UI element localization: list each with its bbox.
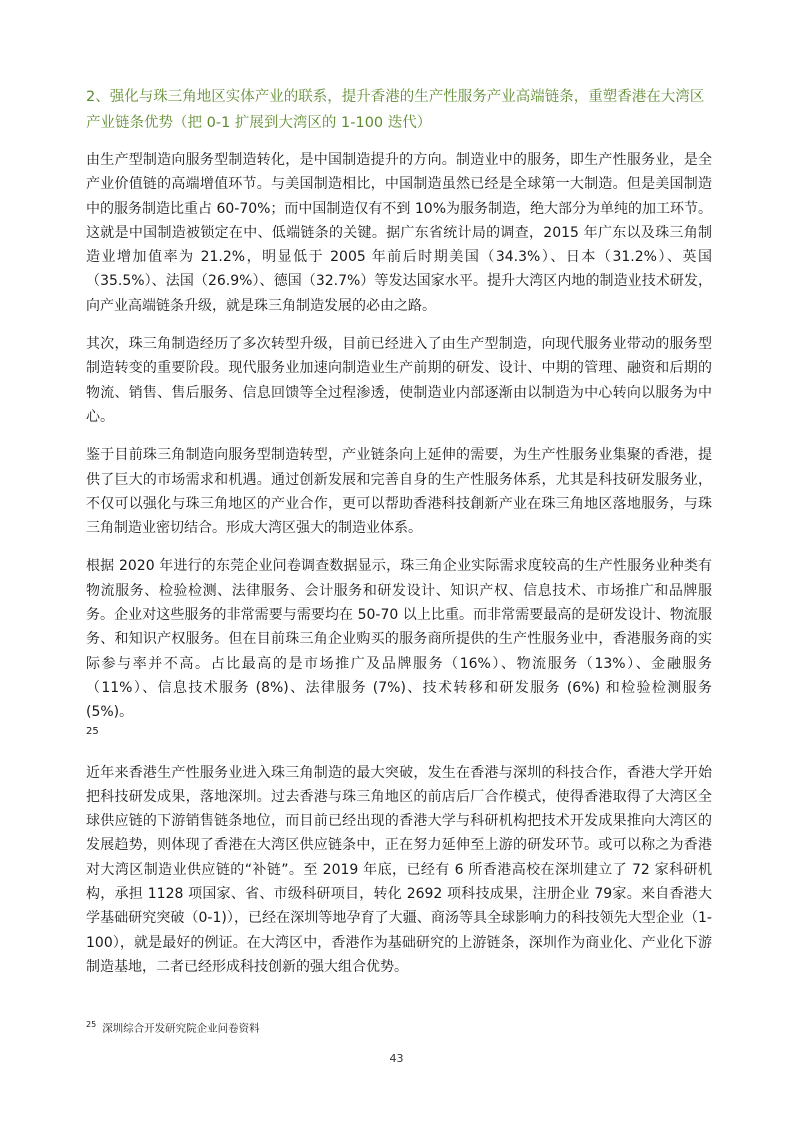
paragraph-hong-kong-opportunity: 鉴于目前珠三角制造向服务型制造转型，产业链条向上延伸的需要，为生产性服务业集聚的香港，提供了巨大的市场需求和机遇。通过创新发展和完善自身的生产性服务体系，尤其是科技研发服务业，不仅可以强化与珠三角地区的产业合作，更可以帮助香港科技創新产业在珠三角地区落地服务，与珠三角制造业密切结合。形成大湾区强大的制造业体系。	[86, 447, 712, 537]
paragraph-shenzhen-cooperation: 近年来香港生产性服务业进入珠三角制造的最大突破，发生在香港与深圳的科技合作，香港大学开始把科技研发成果，落地深圳。过去香港与珠三角地区的前店后厂合作模式，使得香港取得了大湾区全球供应链的下游销售链条地位，而目前已经出现的香港大学与科研机构把技术开发成果推向大湾区的发展趋势，则体现了香港在大湾区供应链条中，正在努力延伸至上游的研发环节。或可以称之为香港对大湾区制造业供应链的“补链”。至 2019 年底，已经有 6 所香港高校在深圳建立了 72 家科研机构，承担 1128 项国家、省、市级科研项目，转化 2692 项科技成果，注册企业 79家。来自香港大学基础研究突破（0-1)），已经在深圳等地孕育了大疆、商汤等具全球影响力的科技领先大型企业（1-100），就是最好的例证。在大湾区中，香港作为基础研究的上游链条，深圳作为商业化、产业化下游制造基地，二者已经形成科技创新的强大组合优势。	[86, 764, 712, 975]
page-content	[86, 84, 712, 993]
footnote-reference: 25	[86, 725, 99, 737]
paragraph-dongguan-survey: 根据 2020 年进行的东莞企业问卷调查数据显示，珠三角企业实际需求度较高的生产性服务业种类有物流服务、检验检测、法律服务、会计服务和研发设计、知识产权、信息技术、市场推广和品牌服务。企业对这些服务的非常需要与需要均在 50-70 以上比重。而非常需要最高的是研发设计、物流服务、和知识产权服务。但在目前珠三角企业购买的服务商所提供的生产性服务业中，香港服务商的实际参与率并不高。占比最高的是市场推广及品牌服务（16%）、物流服务（13%）、金融服务（11%）、信息技术服务 (8%)、法律服务 (7%)、技术转移和研发服务 (6%) 和检验检测服务 (5%)。	[86, 558, 712, 721]
footnote	[86, 1017, 260, 1037]
page-number: 43	[389, 1052, 404, 1065]
footnote-number: 25	[86, 1020, 97, 1029]
paragraph-transformation-stage: 其次，珠三角制造经历了多次转型升级，目前已经进入了由生产型制造，向现代服务业带动的服务型制造转变的重要阶段。现代服务业加速向制造业生产前期的研发、设计、中期的管理、融资和后期的物流、销售、售后服务、信息回馈等全过程渗透，使制造业内部逐渐由以制造为中心转向以服务为中心。	[86, 336, 712, 425]
footnote-text: 深圳综合开发研究院企业问卷资料	[102, 1022, 260, 1035]
section-heading: 2、强化与珠三角地区实体产业的联系，提升香港的生产性服务产业高端链条，重塑香港在大湾区产业链条优势（把 0-1 扩展到大湾区的 1-100 迭代）	[86, 89, 705, 131]
paragraph-service-manufacturing: 由生产型制造向服务型制造转化，是中国制造提升的方向。制造业中的服务，即生产性服务业，是全产业价值链的高端增值环节。与美国制造相比，中国制造虽然已经是全球第一大制造。但是美国制造中的服务制造比重占 60-70%；而中国制造仅有不到 10%为服务制造，绝大部分为单纯的加工环节。这就是中国制造被锁定在中、低端链条的关键。据广东省统计局的调查，2015 年广东以及珠三角制造业增加值率为 21.2%，明显低于 2005 年前后时期美国（34.3%）、日本（31.2%）、英国（35.5%）、法国（26.9%）、德国（32.7%）等发达国家水平。提升大湾区内地的制造业技术研发，向产业高端链条升级，就是珠三角制造发展的必由之路。	[86, 152, 712, 314]
